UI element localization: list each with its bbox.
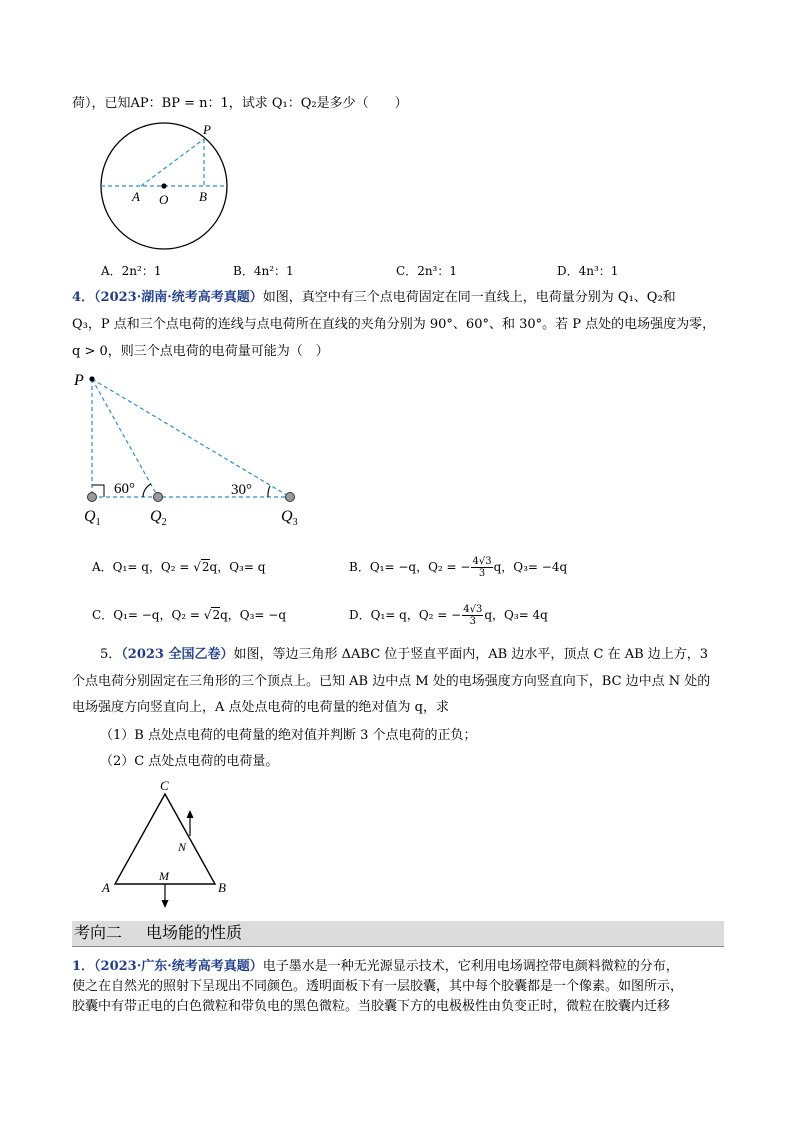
- q3-option-c[interactable]: C．2n³：1: [396, 264, 457, 278]
- label-o: O: [159, 192, 169, 207]
- label-q3: $Q_3$: [281, 508, 298, 528]
- p-q2-dashed: [92, 379, 158, 497]
- charge-q3: [286, 493, 295, 502]
- q4-line3: q > 0，则三个点电荷的电荷量可能为（ ）: [72, 344, 329, 359]
- label-a: A: [102, 880, 110, 895]
- s2q1-number: 1．: [72, 959, 95, 974]
- q5-sub2: （2）C 点处点电荷的电荷量。: [100, 754, 279, 769]
- q5-line1: 5．（2023 全国乙卷）如图，等边三角形 ΔABC 位于竖直平面内，AB 边水平，顶点 C 在 AB 边上方，3: [100, 647, 709, 662]
- charge-q1: [88, 493, 97, 502]
- q4-option-c[interactable]: C．Q₁= −q，Q₂ = √2q，Q₃= −q: [92, 608, 287, 622]
- q5-line3: 电场强度方向竖直向上，A 点处点电荷的电荷量的绝对值为 q，求: [72, 700, 449, 715]
- point-p: [89, 376, 94, 381]
- charge-q2: [154, 493, 163, 502]
- label-c: C: [160, 778, 169, 793]
- angle-30-arc: [268, 486, 270, 497]
- center-point-o: [161, 183, 166, 188]
- label-60: 60°: [114, 481, 135, 497]
- angle-60-arc: [143, 484, 151, 497]
- q3-stem-tail: 荷），已知AP：BP = n：1，试求 Q₁：Q₂是多少（ ）: [72, 96, 408, 111]
- label-b: B: [218, 880, 226, 895]
- s2q1-line2: 使之在自然光的照射下呈现出不同颜色。透明面板下有一层胶囊，其中每个胶囊都是一个像素。如图所示，: [72, 979, 684, 994]
- q4-option-d[interactable]: D．Q₁= q，Q₂ = − $\frac{4√3}{3}$ q，Q₃= 4q: [349, 604, 548, 627]
- q4-line1: 4．（2023·湖南·统考高考真题）如图，真空中有三个点电荷固定在同一直线上，电荷量分别为 Q₁、Q₂和: [72, 290, 676, 305]
- s2q1-source: （2023·广东·统考高考真题）: [94, 959, 263, 974]
- label-p: P: [203, 122, 211, 137]
- q3-option-b[interactable]: B．4n²：1: [233, 264, 294, 278]
- q4-option-a[interactable]: A．Q₁= q，Q₂ = √2q，Q₃= q: [92, 560, 266, 574]
- q5-sub1: （1）B 点处点电荷的电荷量的绝对值并判断 3 个点电荷的正负；: [100, 728, 477, 743]
- label-m: M: [159, 869, 169, 883]
- section-title: 电场能的性质: [146, 923, 243, 942]
- label-n: N: [178, 840, 187, 854]
- q4-line2: Q₃，P 点和三个点电荷的连线与点电荷所在直线的夹角分别为 90°、60°、和 30°。若 P 点处的电场强度为零，: [72, 317, 716, 332]
- q4-source: （2023·湖南·统考高考真题）: [94, 290, 263, 305]
- arrow-head-n: [187, 810, 194, 818]
- segment-ap-dashed: [141, 139, 204, 186]
- q4-option-b[interactable]: B．Q₁= −q，Q₂ = − $\frac{4√3}{3}$ q，Q₃= −4q: [349, 556, 568, 579]
- q3-option-a[interactable]: A．2n²：1: [101, 264, 162, 278]
- q5-line2: 个点电荷分别固定在三角形的三个顶点上。已知 AB 边中点 M 处的电场强度方向竖直向下，BC 边中点 N 处的: [72, 674, 711, 689]
- label-p: P: [74, 372, 84, 389]
- section-label: 考向二: [74, 923, 123, 942]
- q4-triangle-figure: [70, 366, 310, 530]
- label-b: B: [199, 189, 207, 204]
- label-q1: $Q_1$: [84, 508, 101, 528]
- q3-circle-figure: [96, 118, 236, 254]
- label-a: A: [132, 189, 140, 204]
- arrow-head-m: [162, 900, 169, 908]
- q3-option-d[interactable]: D．4n³：1: [557, 264, 619, 278]
- p-q3-dashed: [92, 379, 290, 497]
- label-30: 30°: [231, 482, 252, 498]
- label-q2: $Q_2$: [150, 508, 167, 528]
- q4-number: 4．: [72, 290, 95, 305]
- q5-source: （2023 全国乙卷）: [121, 647, 234, 662]
- s2q1-line1: 1．（2023·广东·统考高考真题）电子墨水是一种无光源显示技术，它利用电场调控带电颜料微粒的分布，: [72, 959, 679, 974]
- section-header: [72, 921, 724, 947]
- s2q1-line3: 胶囊中有带正电的白色微粒和带负电的黑色微粒。当胶囊下方的电极极性由负变正时，微粒在胶囊内迁移: [72, 999, 671, 1014]
- q5-number: 5．: [100, 647, 122, 662]
- q5-triangle-figure: [98, 776, 238, 912]
